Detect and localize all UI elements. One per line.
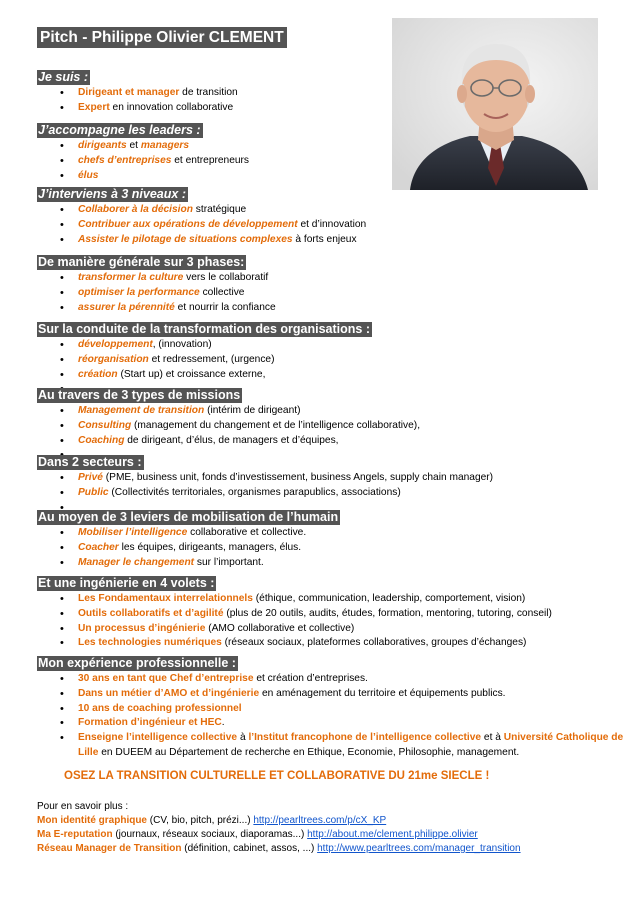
highlight-text: Management de transition [78, 405, 205, 416]
item-text: les équipes, dirigeants, managers, élus. [118, 541, 302, 553]
bullet-list [37, 592, 630, 651]
list-item [37, 486, 630, 501]
item-text: (éthique, communication, leadership, comportement, vision) [252, 593, 526, 604]
list-item [37, 541, 630, 556]
highlight-text: Les Fondamentaux interrelationnels [78, 593, 253, 604]
list-item [37, 731, 630, 761]
section-heading: Au moyen de 3 leviers de mobilisation de l’humain [38, 510, 339, 524]
item-text: et [126, 140, 141, 151]
highlight-text: Dans un métier d’AMO et d’ingénierie [78, 687, 260, 699]
section [37, 574, 630, 651]
item-text: de dirigeant, d’élus, de managers et d’équipes, [124, 434, 339, 446]
highlight-text: Privé [78, 472, 103, 483]
list-item [37, 338, 630, 353]
item-text: (AMO collaborative et collective) [205, 622, 355, 634]
item-text: stratégique [192, 204, 247, 215]
highlight-text: Un processus d’ingénierie [78, 622, 206, 634]
highlight-text: Outils collaboratifs et d’agilité [78, 607, 224, 619]
highlight-text: création [78, 368, 118, 380]
item-text: (management du changement et de l’intelligence collaborative), [131, 419, 421, 431]
highlight-text: chefs d’entreprises [78, 154, 172, 166]
item-text: , (innovation) [152, 339, 212, 350]
section-heading: Sur la conduite de la transformation des organisations : [38, 322, 371, 336]
list-item [37, 368, 630, 383]
highlight-text: Manager le changement [78, 556, 195, 568]
list-item [37, 471, 630, 486]
list-item [37, 286, 630, 301]
section [37, 508, 630, 570]
footer-line-ereputation [37, 828, 521, 842]
highlight-text: réorganisation [78, 353, 149, 365]
item-text: (PME, business unit, fonds d’investissement, business Angels, supply chain manager) [102, 472, 494, 483]
footer-line-network [37, 842, 521, 856]
section-heading: De manière générale sur 3 phases: [38, 255, 245, 269]
list-item [37, 556, 630, 571]
closing-slogan: OSEZ LA TRANSITION CULTURELLE ET COLLABORATIVE DU 21me SIECLE ! [64, 770, 490, 782]
highlight-text: Dirigeant et manager [78, 87, 180, 98]
footer-label: Ma E-reputation [37, 829, 113, 840]
list-item [37, 419, 630, 434]
item-text: . [221, 717, 225, 729]
footer-desc: (CV, bio, pitch, prézi...) [147, 815, 254, 826]
section [37, 68, 630, 116]
section-heading: Dans 2 secteurs : [38, 455, 142, 469]
highlight-text: Formation d’ingénieur et HEC [78, 717, 222, 729]
link-network[interactable]: http://www.pearltrees.com/manager_transition [317, 843, 521, 854]
list-item [37, 716, 630, 731]
list-item [37, 702, 630, 717]
list-item [37, 101, 630, 116]
footer-intro: Pour en savoir plus : [37, 801, 129, 812]
list-item [37, 218, 630, 233]
bullet-list [37, 672, 630, 761]
section-heading: Au travers de 3 types de missions [38, 388, 241, 402]
item-text: collective [199, 286, 245, 298]
highlight-text: Université Catholique de Lille [78, 732, 624, 758]
highlight-text: 10 ans de coaching professionnel [78, 702, 242, 714]
highlight-text: Contribuer aux opérations de développement [78, 218, 298, 230]
bullet-list [37, 203, 630, 247]
list-item [37, 169, 630, 184]
item-text: à forts enjeux [292, 233, 357, 245]
highlight-text: développement [78, 339, 153, 350]
list-item [37, 301, 630, 316]
list-item [37, 233, 630, 248]
highlight-text: Enseigne l’intelligence collective [78, 732, 238, 744]
highlight-text: Coaching [78, 434, 125, 446]
list-item [37, 592, 630, 607]
highlight-text: Les technologies numériques [78, 637, 222, 649]
section [37, 654, 630, 761]
item-text: et entrepreneurs [171, 154, 250, 166]
footer-line-identity [37, 814, 521, 828]
highlight-text: Assister le pilotage de situations complexes [78, 233, 293, 245]
highlight-text: élus [78, 169, 99, 181]
highlight-text: optimiser la performance [78, 286, 200, 298]
link-ereputation[interactable]: http://about.me/clement.philippe.olivier [307, 829, 478, 840]
item-text: et nourrir la confiance [174, 301, 276, 313]
footer-desc: (journaux, réseaux sociaux, diaporamas...) [112, 829, 308, 840]
list-item [37, 203, 630, 218]
highlight-text: transformer la culture [78, 272, 184, 283]
section [37, 253, 630, 315]
list-item [37, 636, 630, 651]
list-item [37, 353, 630, 368]
footer-label: Mon identité graphique [37, 815, 147, 826]
highlight-text: Public [78, 486, 109, 498]
highlight-text: dirigeants [78, 140, 127, 151]
highlight-text: Expert [78, 101, 110, 113]
item-text: (Collectivités territoriales, organismes parapublics, associations) [108, 486, 401, 498]
list-item [37, 86, 630, 101]
highlight-text: Mobiliser l’intelligence [78, 527, 188, 538]
list-item [37, 687, 630, 702]
footer [37, 800, 521, 856]
highlight-text: Collaborer à la décision [78, 204, 193, 215]
highlight-text: assurer la pérennité [78, 301, 175, 313]
item-text: en DUEEM au Département de recherche en Ethique, Economie, Philosophie, management. [98, 746, 520, 758]
list-item [37, 154, 630, 169]
item-text: (plus de 20 outils, audits, études, formation, mentoring, tutoring, conseil) [223, 607, 552, 619]
item-text: sur l’important. [194, 556, 264, 568]
list-item [37, 526, 630, 541]
highlight-text: Coacher [78, 541, 119, 553]
list-item [37, 434, 630, 449]
section-heading: Je suis : [38, 70, 89, 84]
item-text: et création d’entreprises. [253, 673, 368, 684]
bullet-list [37, 526, 630, 570]
highlight-text: Consulting [78, 419, 132, 431]
list-item [37, 672, 630, 687]
footer-label: Réseau Manager de Transition [37, 843, 182, 854]
highlight-text: managers [140, 140, 189, 151]
list-item [37, 404, 630, 419]
item-text: de transition [179, 87, 238, 98]
item-text: et redressement, (urgence) [148, 353, 275, 365]
list-item [37, 622, 630, 637]
section-heading: Mon expérience professionnelle : [38, 656, 236, 670]
item-text: (Start up) et croissance externe, [117, 368, 266, 380]
section [37, 453, 630, 515]
page-title: Pitch - Philippe Olivier CLEMENT [37, 27, 287, 48]
list-item [37, 139, 630, 154]
item-text: en innovation collaborative [109, 101, 234, 113]
section-heading: Et une ingénierie en 4 volets : [38, 576, 215, 590]
item-text: et d’innovation [297, 218, 367, 230]
bullet-list [37, 271, 630, 315]
bullet-list [37, 86, 630, 116]
item-text: (intérim de dirigeant) [204, 405, 301, 416]
list-item [37, 607, 630, 622]
item-text: à [237, 732, 249, 744]
highlight-text: l’Institut francophone de l’intelligence collective [248, 732, 482, 744]
item-text: collaborative et collective. [187, 527, 307, 538]
item-text: vers le collaboratif [183, 272, 269, 283]
section-heading: J’accompagne les leaders : [38, 123, 201, 137]
bullet-list [37, 139, 630, 183]
section [37, 386, 630, 463]
footer-desc: (définition, cabinet, assos, ...) [181, 843, 318, 854]
item-text: en aménagement du territoire et équipements publics. [259, 687, 506, 699]
list-item [37, 271, 630, 286]
link-identity[interactable]: http://pearltrees.com/p/cX_KP [253, 815, 387, 826]
section-heading: J’interviens à 3 niveaux : [38, 187, 186, 201]
item-text: (réseaux sociaux, plateformes collaboratives, groupes d’échanges) [221, 637, 527, 649]
highlight-text: 30 ans en tant que Chef d’entreprise [78, 673, 254, 684]
section [37, 185, 630, 247]
item-text: et à [481, 732, 504, 744]
section [37, 121, 630, 183]
